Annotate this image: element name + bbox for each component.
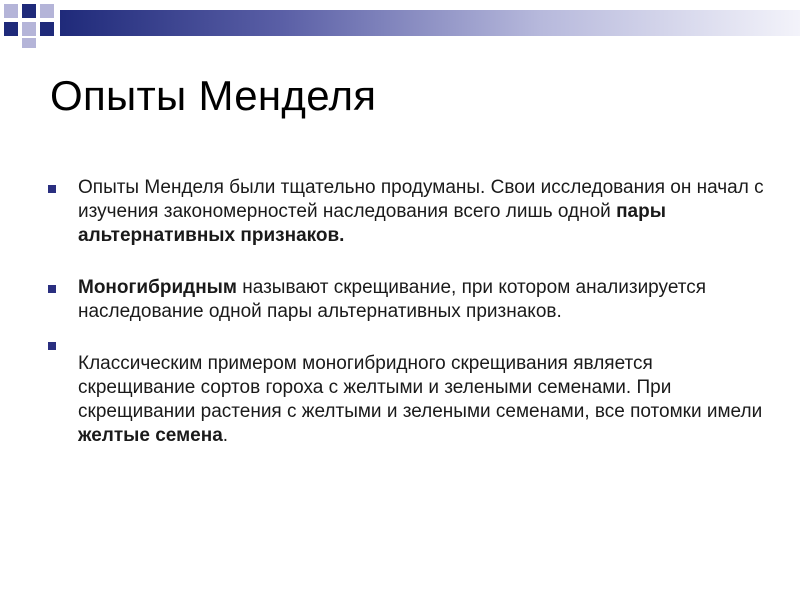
decor-square <box>40 22 54 36</box>
bullet-text <box>78 334 768 448</box>
bullet-item <box>48 334 768 448</box>
bullet-text-bold: пары альтернативных признаков. <box>78 201 666 246</box>
bullet-text-run: Классическим примером моногибридного скрещивания является скрещивание сортов гороха с желтыми и зелеными семенами. При скрещивании растения с желтыми и зелеными семенами, все потомки имели <box>78 353 763 422</box>
bullet-text <box>78 177 764 246</box>
header-gradient-bar <box>60 10 800 36</box>
bullet-text-run: . <box>222 425 229 446</box>
decor-square <box>40 4 54 18</box>
decor-square <box>4 22 18 36</box>
decor-square <box>22 22 36 36</box>
bullet-text <box>78 277 706 322</box>
square-bullet-icon <box>48 185 56 193</box>
square-bullet-icon <box>48 342 56 350</box>
slide-title: Опыты Менделя <box>50 72 377 119</box>
square-bullet-icon <box>48 285 56 293</box>
bullet-list <box>48 176 768 448</box>
bullet-item <box>48 176 768 248</box>
decor-square <box>22 38 36 48</box>
decor-square <box>4 4 18 18</box>
bullet-text-run: называют скрещивание, при котором анализируется наследование одной пары альтернативных признаков. <box>78 277 707 322</box>
bullet-item <box>48 276 768 324</box>
bullet-text-run: Опыты Менделя были тщательно продуманы. Свои исследования он начал с изучения закономерностей наследования всего лишь одной <box>78 177 764 222</box>
decor-square <box>22 4 36 18</box>
bullet-text-bold: желтые семена <box>78 425 223 446</box>
bullet-text-bold: Моногибридным <box>78 277 237 298</box>
